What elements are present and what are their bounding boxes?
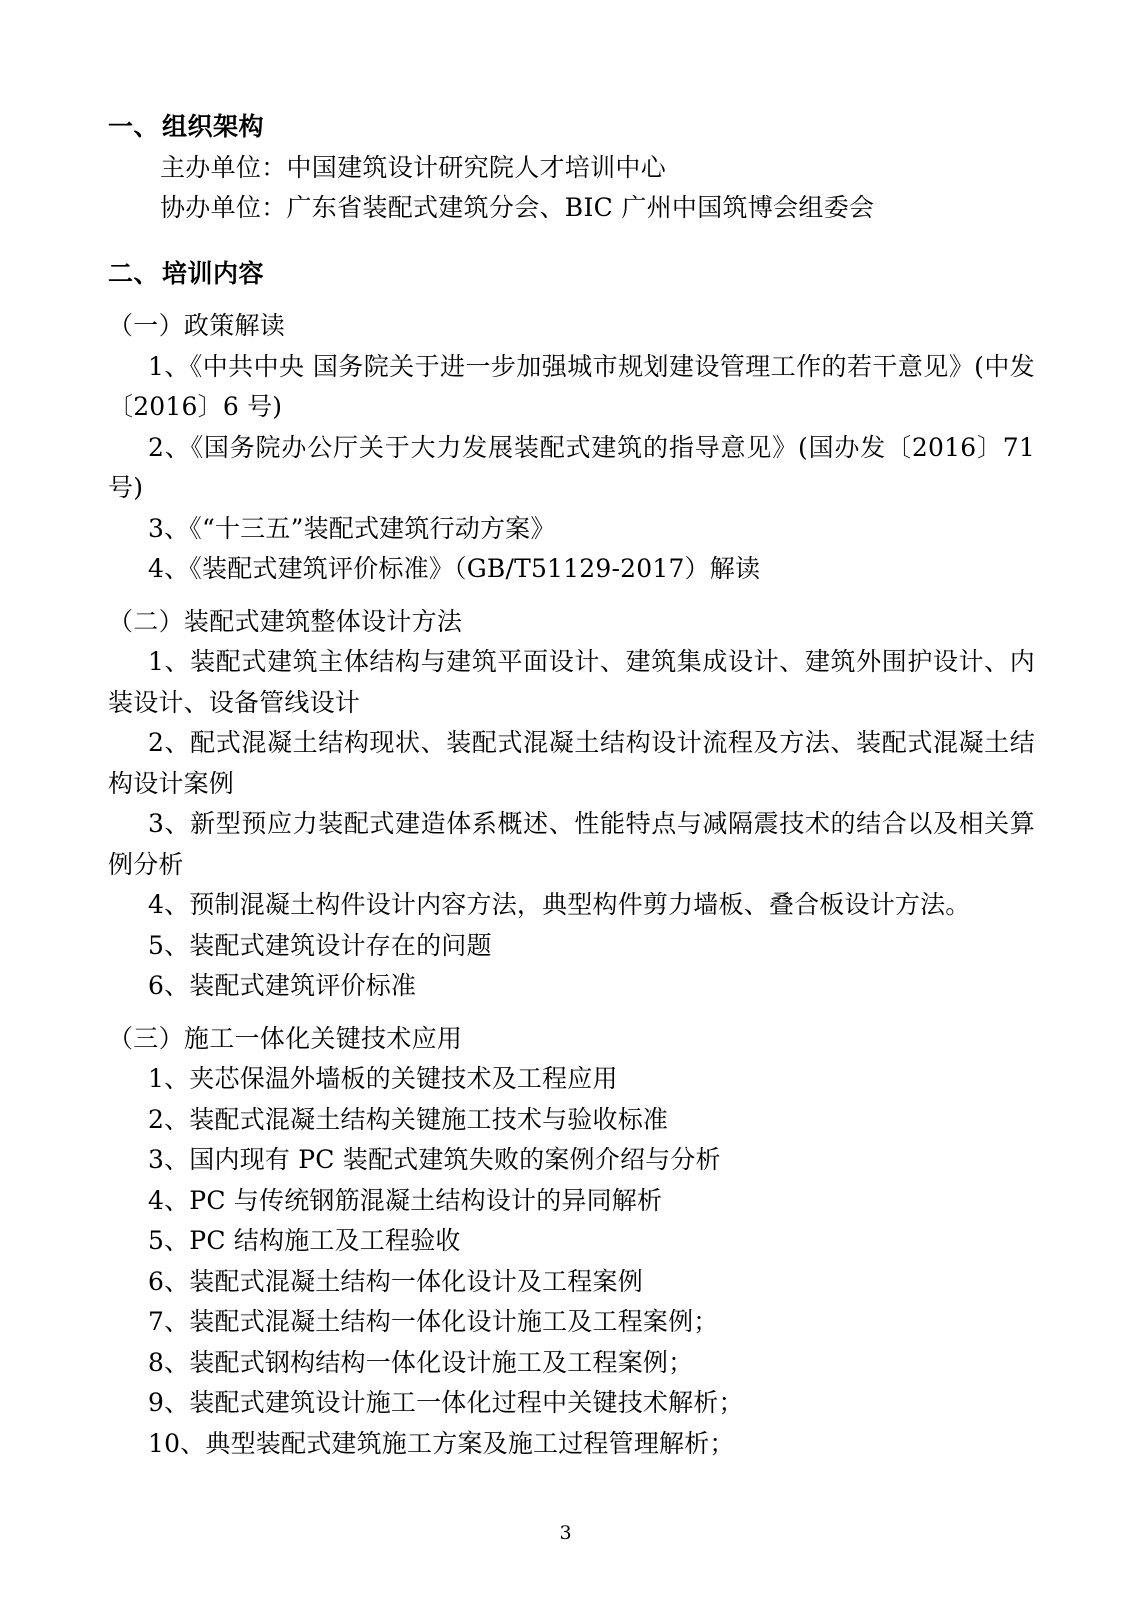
- list-item: 3、《“十三五”装配式建筑行动方案》: [148, 513, 556, 543]
- list-item: 4、预制混凝土构件设计内容方法，典型构件剪力墙板、叠合板设计方法。: [148, 890, 971, 919]
- list-item: 10、典型装配式建筑施工方案及施工过程管理解析；: [148, 1428, 735, 1458]
- spacer: [108, 294, 1035, 306]
- list-item: 5、装配式建筑设计存在的问题: [148, 930, 492, 960]
- list-item: 3、新型预应力装配式建造体系概述、性能特点与减隔震技术的结合以及相关算例分析: [108, 809, 1035, 879]
- group-heading-policy: （一）政策解读: [108, 311, 286, 340]
- list-item: 3、国内现有 PC 装配式建筑失败的案例介绍与分析: [148, 1145, 721, 1174]
- spacer: [108, 590, 1035, 602]
- list-item: 8、装配式钢构结构一体化设计施工及工程案例；: [148, 1347, 694, 1377]
- list-item: 4、《装配式建筑评价标准》（GB/T51129-2017）解读: [148, 554, 761, 583]
- list-item: 2、配式混凝土结构现状、装配式混凝土结构设计流程及方法、装配式混凝土结构设计案例: [108, 728, 1035, 798]
- spacer: [108, 1007, 1035, 1019]
- list-item: 2、装配式混凝土结构关键施工技术与验收标准: [148, 1104, 669, 1134]
- list-item: 6、装配式混凝土结构一体化设计及工程案例: [148, 1266, 643, 1296]
- group-heading-design: （二）装配式建筑整体设计方法: [108, 606, 463, 636]
- co-organizer-line: 协办单位：广东省装配式建筑分会、BIC 广州中国筑博会组委会: [160, 193, 875, 222]
- list-item: 1、夹芯保温外墙板的关键技术及工程应用: [148, 1064, 618, 1093]
- list-item: 1、装配式建筑主体结构与建筑平面设计、建筑集成设计、建筑外围护设计、内装设计、设备管线设计: [108, 647, 1035, 717]
- list-item: 6、装配式建筑评价标准: [148, 971, 417, 1000]
- page-number: 3: [559, 1522, 572, 1544]
- list-item: 5、PC 结构施工及工程验收: [148, 1226, 461, 1255]
- section-heading-1: [108, 108, 1035, 146]
- list-item: 9、装配式建筑设计施工一体化过程中关键技术解析；: [148, 1388, 744, 1417]
- list-item: 1、《中共中央 国务院关于进一步加强城市规划建设管理工作的若干意见》(中发〔2016〕6 号): [108, 351, 1035, 421]
- list-item: 4、PC 与传统钢筋混凝土结构设计的异同解析: [148, 1185, 663, 1215]
- list-item: 7、装配式混凝土结构一体化设计施工及工程案例；: [148, 1307, 719, 1336]
- section-number-1: 一、: [108, 112, 160, 141]
- organizer-line: 主办单位：中国建筑设计研究院人才培训中心: [160, 152, 667, 182]
- section-title-2: 培训内容: [162, 258, 265, 288]
- section-number-2: 二、: [108, 258, 160, 288]
- section-heading-2: [108, 255, 1035, 293]
- group-heading-construction: （三）施工一体化关键技术应用: [108, 1023, 463, 1053]
- spacer: [108, 229, 1035, 255]
- list-item: 2、《国务院办公厅关于大力发展装配式建筑的指导意见》(国办发〔2016〕71 号): [108, 432, 1035, 502]
- section-title-1: 组织架构: [162, 112, 265, 141]
